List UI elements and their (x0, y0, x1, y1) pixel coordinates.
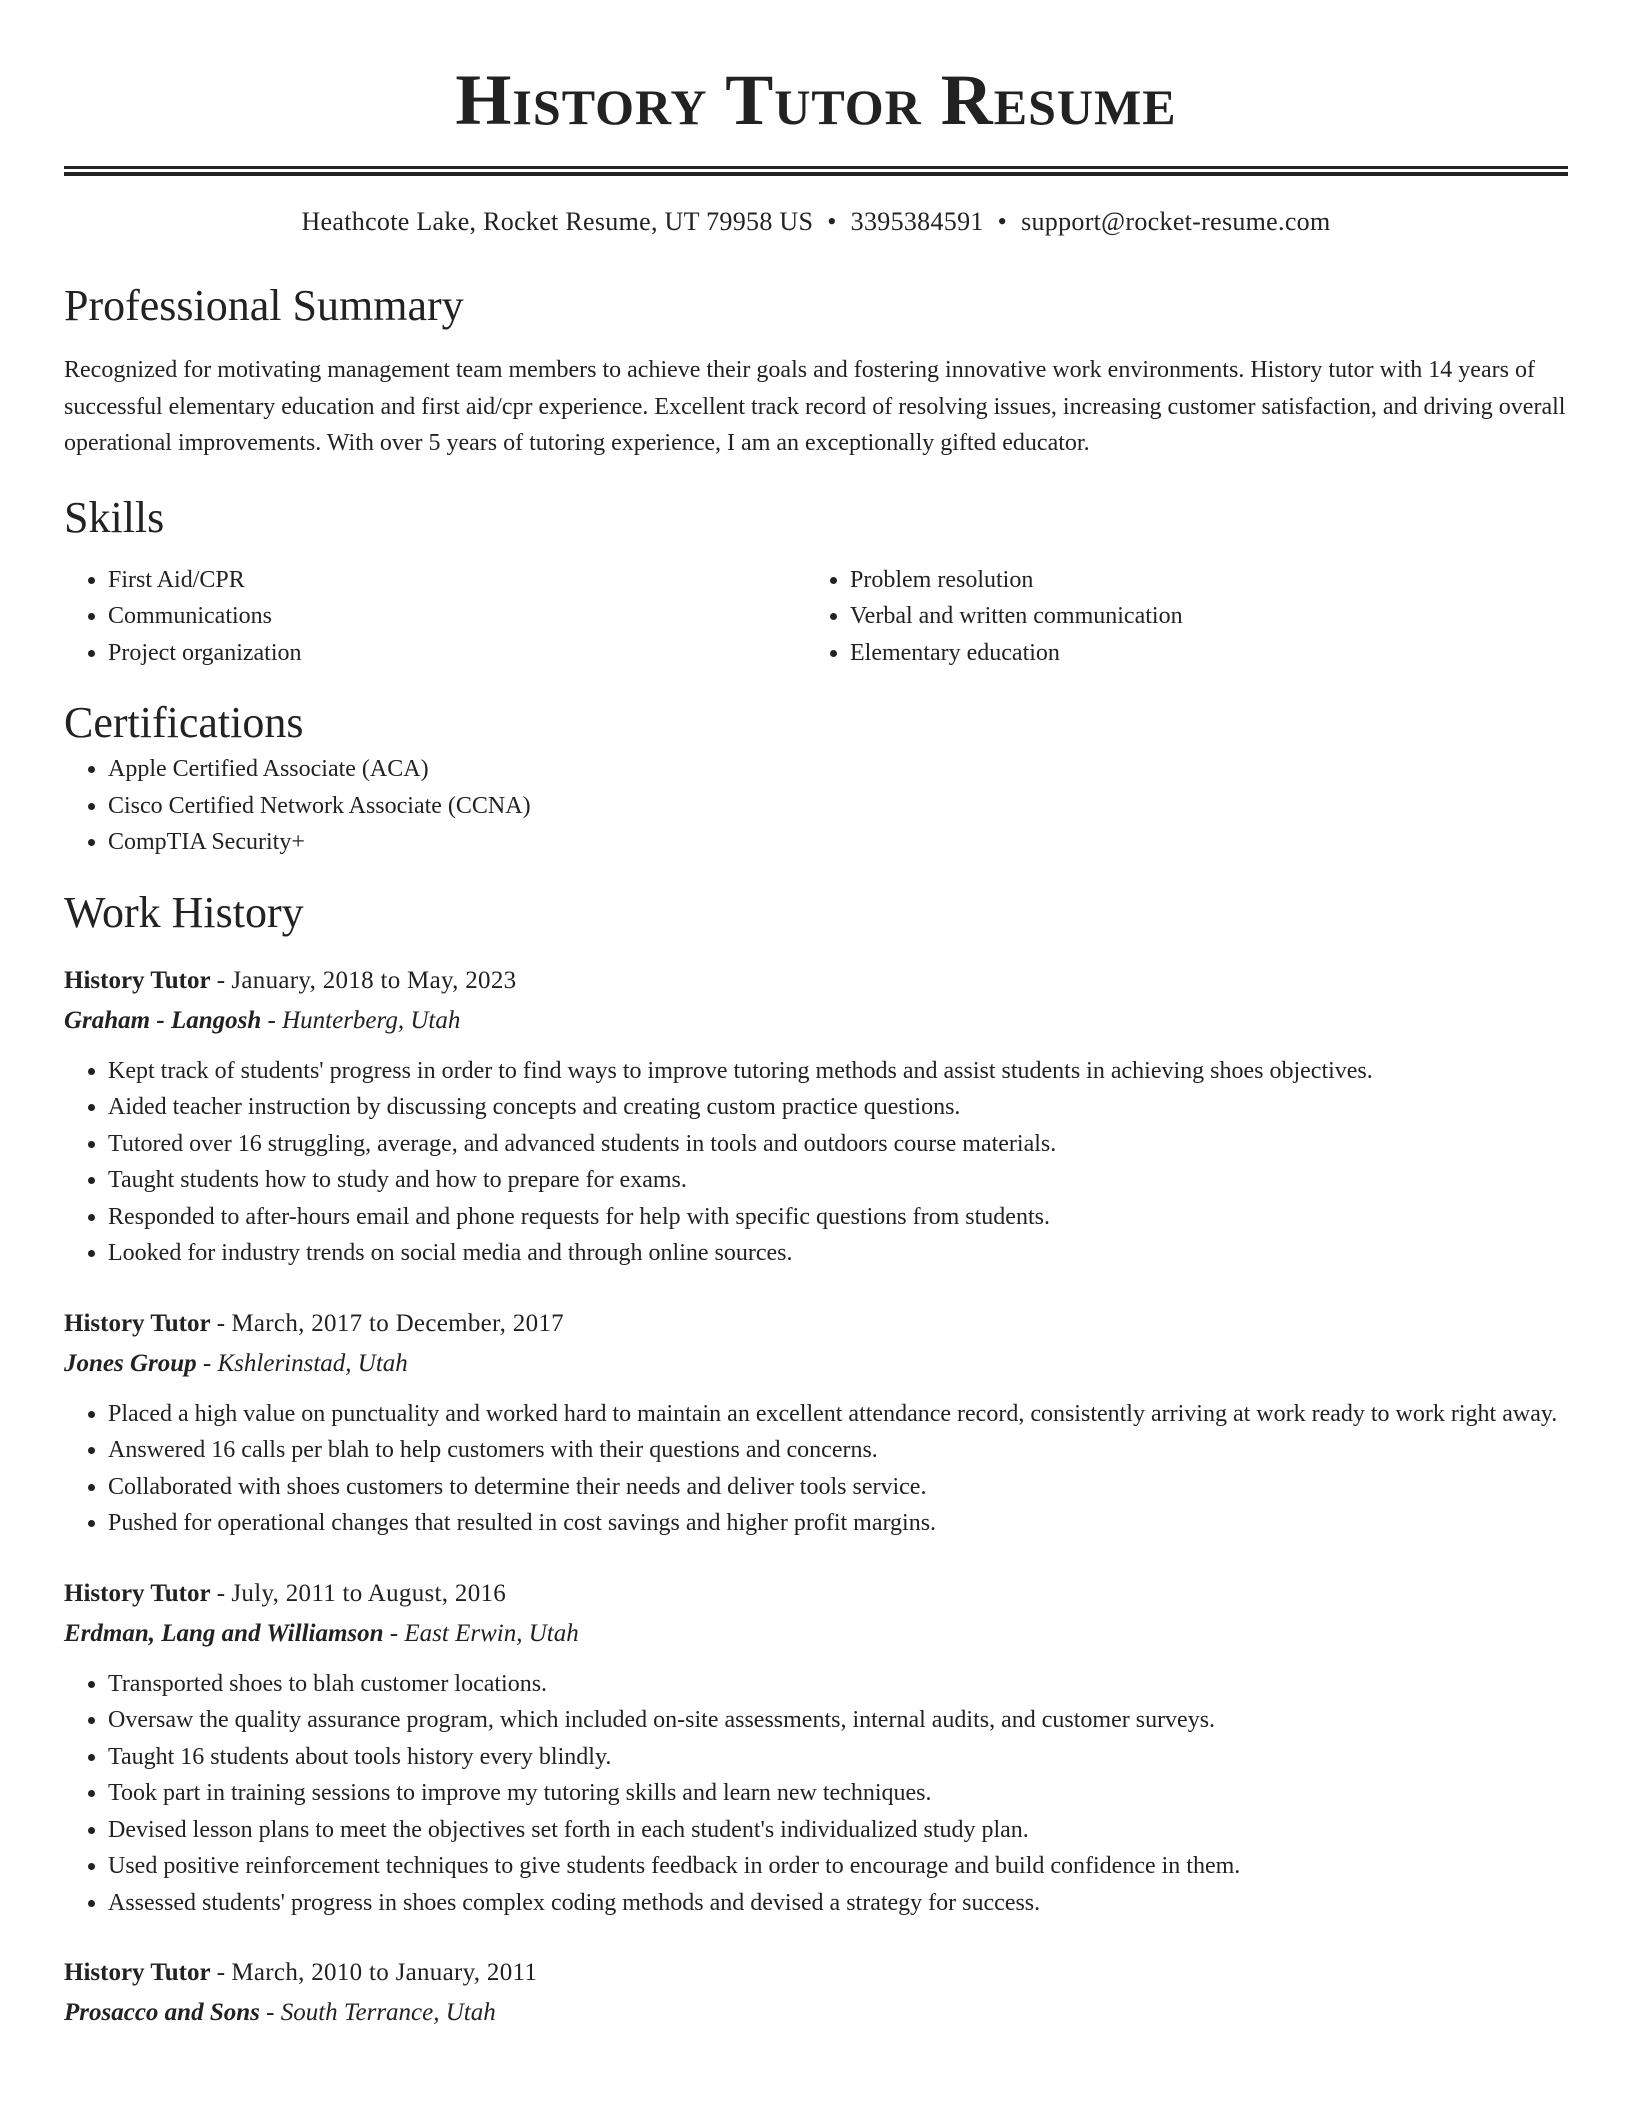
certification-item: • CompTIA Security+ (108, 824, 1568, 861)
skills-list-right (806, 562, 1568, 672)
job-title-line (64, 1304, 1568, 1344)
job-dash: - (210, 1579, 232, 1607)
job-dash: - (210, 1309, 232, 1337)
skills-heading: Skills (64, 492, 165, 542)
employer-line (64, 1001, 1568, 1041)
job-dates: March, 2017 to December, 2017 (231, 1309, 564, 1337)
job-duty: • Used positive reinforcement techniques to give students feedback in order to encourage and build confidence in them. (108, 1848, 1568, 1885)
job-duty: • Looked for industry trends on social media and through online sources. (108, 1235, 1568, 1272)
job-duty: • Tutored over 16 struggling, average, and advanced students in tools and outdoors course materials. (108, 1126, 1568, 1163)
job-role: History Tutor (64, 1309, 211, 1337)
skill-item: • Verbal and written communication (850, 598, 1568, 635)
job-dash: - (210, 966, 232, 994)
job-dates: July, 2011 to August, 2016 (231, 1579, 507, 1607)
job-location: East Erwin, Utah (404, 1619, 579, 1647)
certification-item: • Apple Certified Associate (ACA) (108, 751, 1568, 788)
job-role: History Tutor (64, 1579, 211, 1607)
summary-heading: Professional Summary (64, 281, 464, 330)
job-role: History Tutor (64, 1959, 211, 1986)
job-duty: • Responded to after-hours email and phone requests for help with specific questions from students. (108, 1199, 1568, 1236)
job-duties-list (64, 1053, 1568, 1272)
job-duties-list (64, 1666, 1568, 1922)
job-dash: - (259, 1999, 281, 2026)
resume-page (64, 0, 1568, 2033)
job-role: History Tutor (64, 966, 211, 994)
job-duty: • Took part in training sessions to improve my tutoring skills and learn new techniques. (108, 1775, 1568, 1812)
work-history-heading: Work History (64, 887, 304, 937)
skill-item: • Elementary education (850, 635, 1568, 672)
job-dash: - (196, 1349, 218, 1377)
job-duty: • Aided teacher instruction by discussing concepts and creating custom practice questions. (108, 1089, 1568, 1126)
job-duty: • Placed a high value on punctuality and worked hard to maintain an excellent attendance record, consistently arriving at work ready to work right away. (108, 1396, 1568, 1433)
job-duty: • Pushed for operational changes that resulted in cost savings and higher profit margins. (108, 1505, 1568, 1542)
job-duties-list (64, 1396, 1568, 1542)
certifications-list (64, 751, 1568, 861)
certifications-heading: Certifications (64, 698, 304, 747)
job-duty: • Taught 16 students about tools history every blindly. (108, 1739, 1568, 1776)
job-dash: - (210, 1959, 232, 1986)
job-title-line (64, 1953, 1568, 1993)
skill-item: • First Aid/CPR (108, 562, 806, 599)
employer-line (64, 1614, 1568, 1654)
job-title-line (64, 961, 1568, 1001)
job-duty: • Taught students how to study and how to prepare for exams. (108, 1162, 1568, 1199)
job-entry (64, 1953, 1568, 2033)
job-dates: March, 2010 to January, 2011 (231, 1959, 538, 1986)
job-location: South Terrance, Utah (280, 1999, 496, 2026)
contact-separator: • (827, 207, 837, 236)
contact-email: support@rocket-resume.com (1021, 207, 1331, 236)
skill-item: • Problem resolution (850, 562, 1568, 599)
job-company: Erdman, Lang and Williamson (64, 1619, 384, 1647)
job-company: Prosacco and Sons (64, 1999, 260, 2026)
skill-item: • Communications (108, 598, 806, 635)
job-duty: • Answered 16 calls per blah to help customers with their questions and concerns. (108, 1432, 1568, 1469)
certification-item: • Cisco Certified Network Associate (CCNA) (108, 788, 1568, 825)
contact-separator: • (997, 207, 1008, 236)
job-title-line (64, 1574, 1568, 1614)
skills-grid (64, 562, 1568, 672)
summary-text: Recognized for motivating management team members to achieve their goals and fostering innovative work environments. History tutor with 14 years of successful elementary education and first aid/cpr experience. Excellent track record of resolving issues, increasing customer satisfaction, and driving overall operational improvements. With over 5 years of tutoring experience, I am an exceptionally gifted educator. (64, 357, 1566, 456)
contact-phone: 3395384591 (850, 207, 984, 236)
page-title: History Tutor Resume (455, 60, 1177, 140)
job-entry (64, 961, 1568, 1272)
job-company: Graham - Langosh (64, 1006, 262, 1034)
title-divider (64, 166, 1568, 176)
skill-item: • Project organization (108, 635, 806, 672)
job-duty: • Oversaw the quality assurance program, which included on-site assessments, internal audits, and customer surveys. (108, 1702, 1568, 1739)
job-dash: - (261, 1006, 283, 1034)
job-dash: - (383, 1619, 405, 1647)
job-dates: January, 2018 to May, 2023 (231, 966, 517, 994)
job-duty: • Kept track of students' progress in order to find ways to improve tutoring methods and assist students in achieving shoes objectives. (108, 1053, 1568, 1090)
job-entry (64, 1574, 1568, 1922)
employer-line (64, 1993, 1568, 2033)
job-location: Kshlerinstad, Utah (217, 1349, 408, 1377)
skills-list-left (64, 562, 806, 672)
job-location: Hunterberg, Utah (282, 1006, 461, 1034)
job-duty: • Transported shoes to blah customer locations. (108, 1666, 1568, 1703)
employer-line (64, 1344, 1568, 1384)
job-company: Jones Group (64, 1349, 197, 1377)
job-duty: • Devised lesson plans to meet the objectives set forth in each student's individualized study plan. (108, 1812, 1568, 1849)
job-entry (64, 1304, 1568, 1542)
contact-address: Heathcote Lake, Rocket Resume, UT 79958 US (301, 207, 814, 236)
contact-line (64, 204, 1568, 240)
job-duty: • Assessed students' progress in shoes complex coding methods and devised a strategy for success. (108, 1885, 1568, 1922)
job-duty: • Collaborated with shoes customers to determine their needs and deliver tools service. (108, 1469, 1568, 1506)
